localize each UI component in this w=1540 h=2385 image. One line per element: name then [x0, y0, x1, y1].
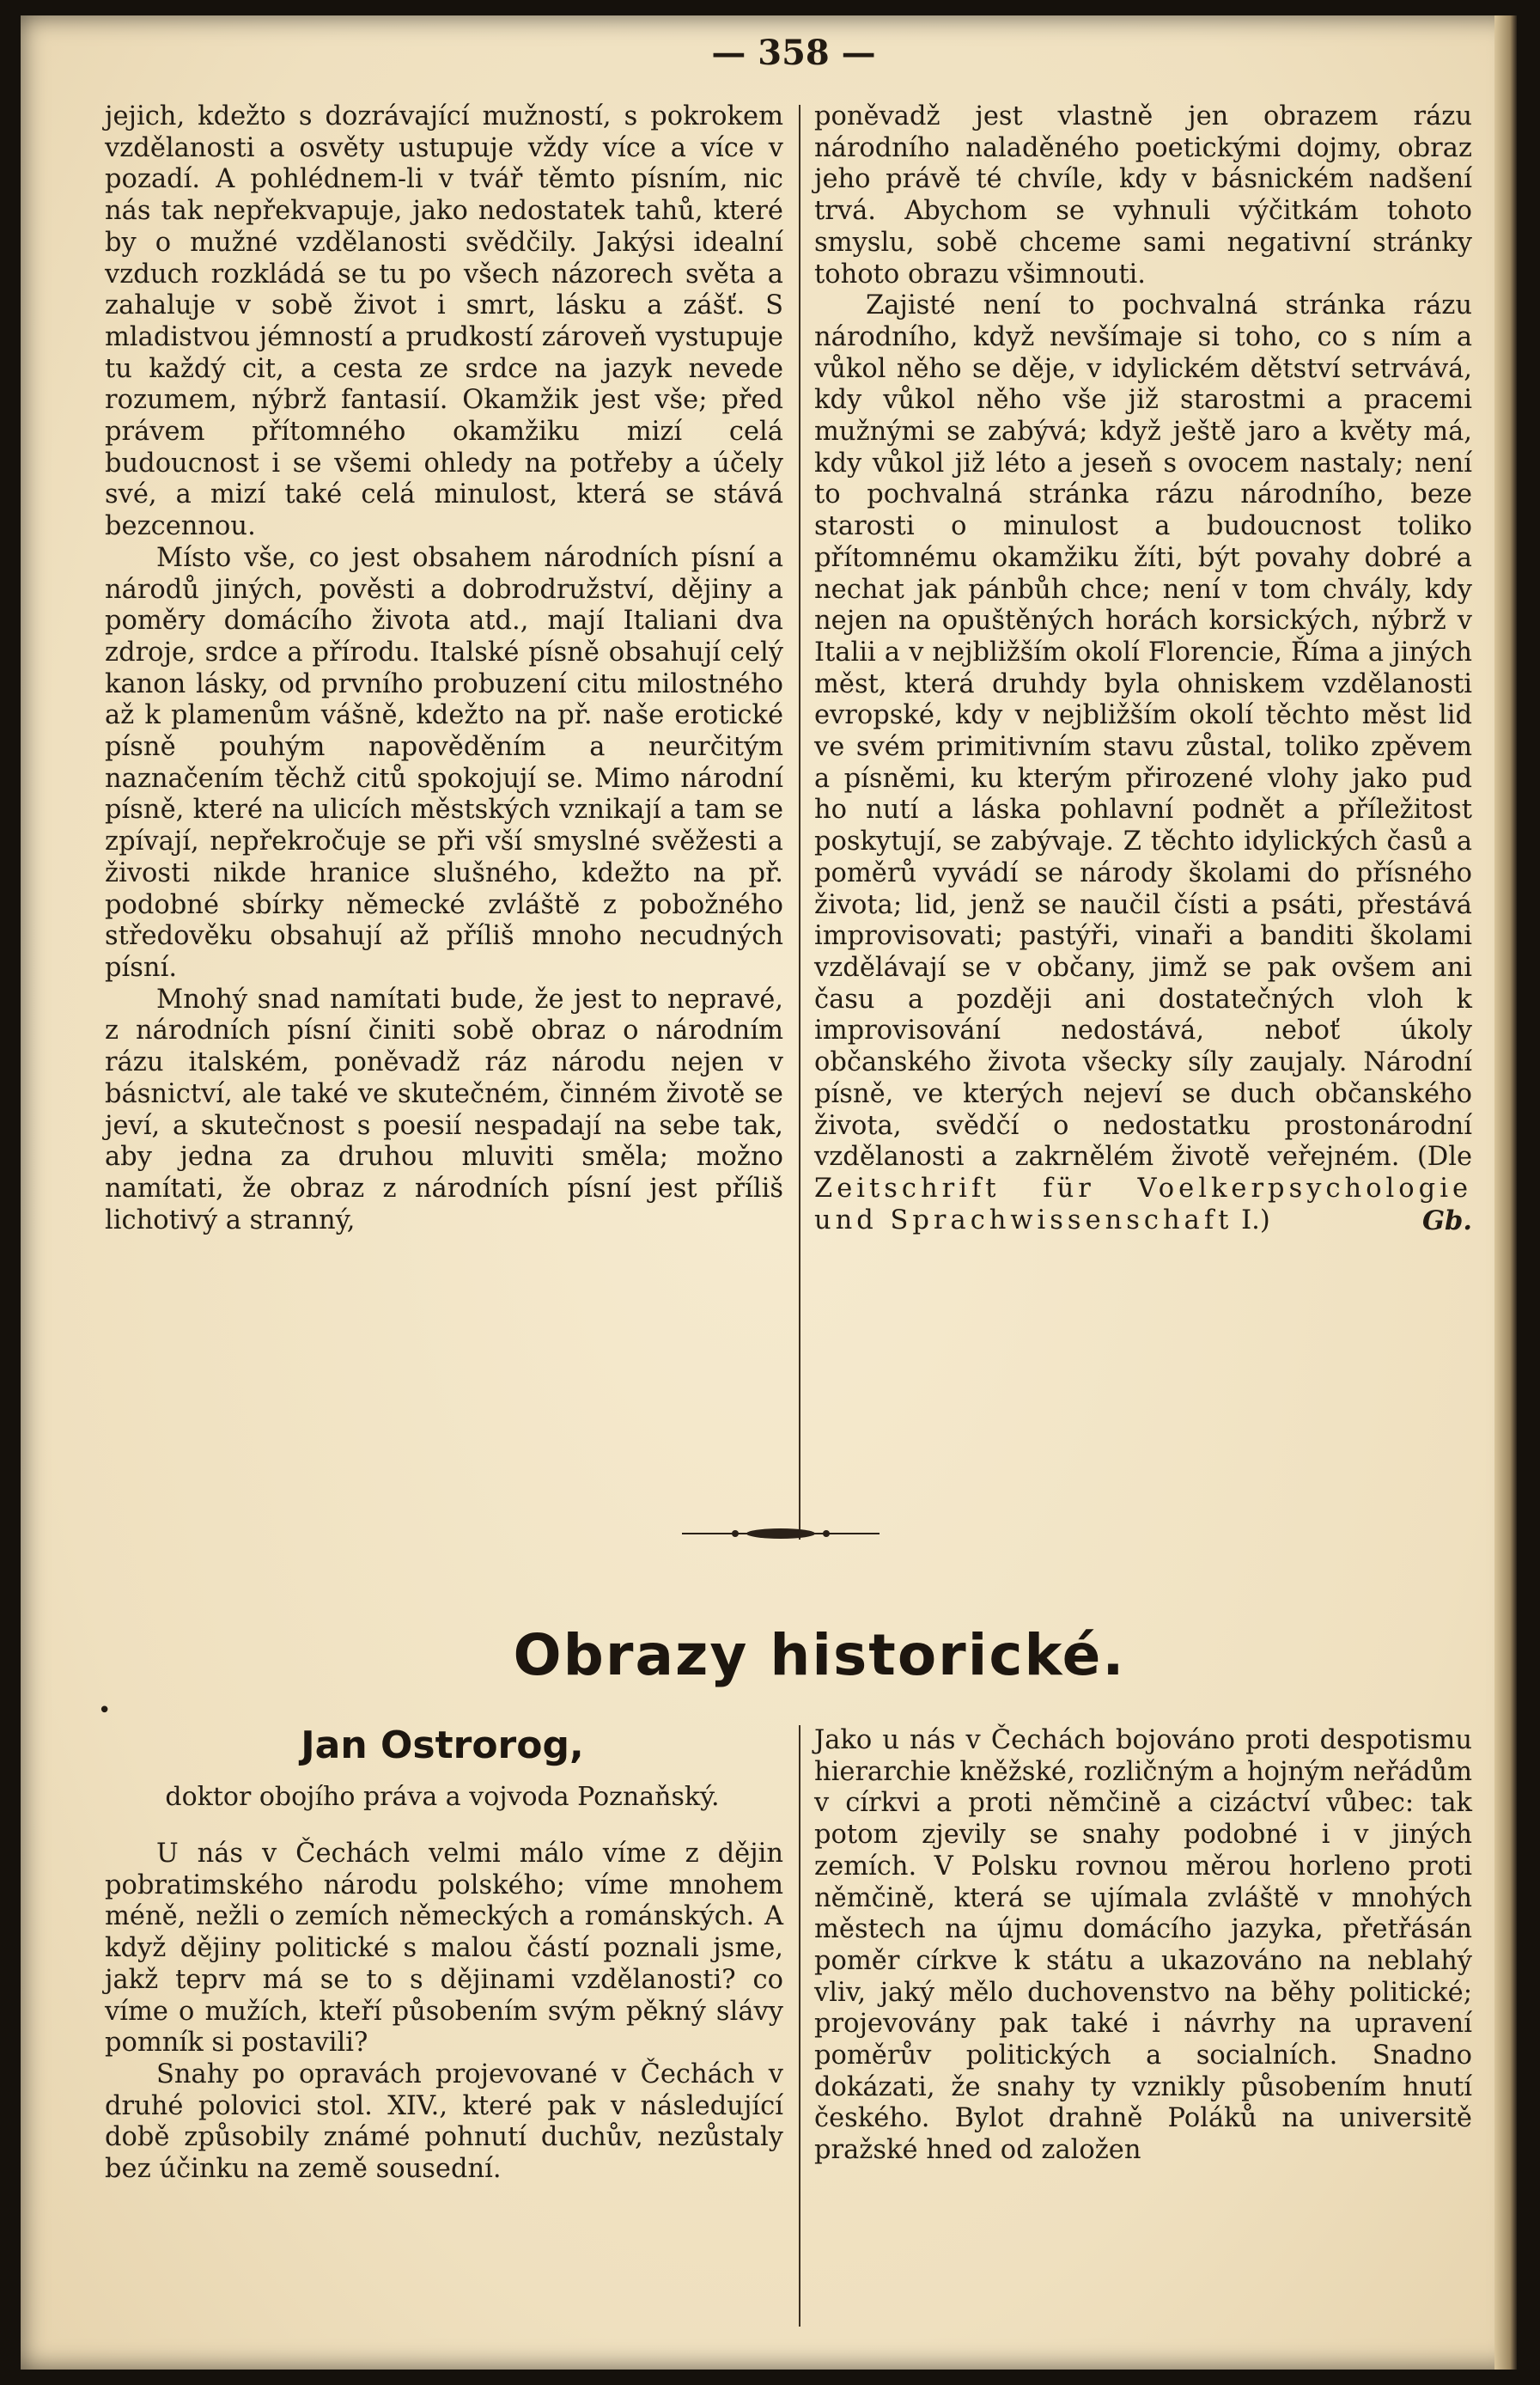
column-right-bottom [814, 1725, 1472, 2167]
source-end: I.) [1241, 1205, 1270, 1235]
paragraph [814, 290, 1472, 1236]
paragraph: Jako u nás v Čechách bojováno proti despotismu hierarchie kněžské, rozličným a hojným neřádům v církvi a proti němčině a cizáctví vůbec: tak potom zjevily se snahy podobné i v jiných zemích. V Polsku rovnou měrou horleno proti němčině, která se ujímala zvláště v mnohých městech na újmu domácího jazyka, přetřásán poměr církve k státu a ukazováno na neblahý vliv, jaký mělo duchovenstvo na běhy politické; projevovány pak také i návrhy na upravení poměrův politických a socialních. Snadno dokázati, že snahy ty vznikly působením hnutí českého. Bylot drahně Poláků na universitě pražské hned od založen [814, 1725, 1472, 2166]
column-left-top [105, 101, 783, 1236]
paragraph: Snahy po opravách projevované v Čechách v druhé polovici stol. XIV., které pak v následující době způsobily známé pohnutí duchův, nezůstaly bez účinku na země sousední. [105, 2059, 783, 2185]
paragraph: U nás v Čechách velmi málo víme z dějin pobratimského národu polského; víme mnohem méně, nežli o zemích německých a románských. A když dějiny politické s malou částí poznali jsme, jakž teprv má se to s dějinami vzdělanosti? co víme o mužích, kteří působením svým pěkný slávy pomník si postavili? [105, 1839, 783, 2059]
margin-mark: • [98, 1698, 112, 1723]
paragraph: Místo vše, co jest obsahem národních písní a národů jiných, pověsti a dobrodružství, dějiny a poměry domácího života atd., mají Italiani dva zdroje, srdce a přírodu. Italské písně obsahují celý kanon lásky, od prvního probuzení citu milostného až k plamenům vášně, kdežto na př. naše erotické písně pouhým napověděním a neurčitým naznačením těchž citů spokojují se. Mimo národní písně, které na ulicích městských vznikají a tam se zpívají, nepřekročuje se při vší smyslné svěžesti a živosti nikde hranice slušného, kdežto na př. podobné sbírky německé zvláště z pobožného středověku obsahují až příliš mnoho necudných písní. [105, 542, 783, 983]
paragraph: jejich, kdežto s dozrávající mužností, s pokrokem vzdělanosti a osvěty ustupuje vždy více a více v pozadí. A pohlédnem-li v tvář těmto písním, nic nás tak nepřekvapuje, jako nedostatek tahů, které by o mužné vzdělanosti svědčily. Jakýsi idealní vzduch rozkládá se tu po všech názorech světa a zahaluje v sobě život i smrt, lásku a zášť. S mladistvou jémností a prudkostí zároveň vystupuje tu každý cit, a cesta ze srdce na jazyk nevede rozumem, nýbrž fantasií. Okamžik jest vše; před právem přítomného okamžiku mizí celá budoucnost i se všemi ohledy na potřeby a účely své, a mizí také celá minulost, která se stává bezcennou. [105, 101, 783, 542]
column-left-bottom [105, 1839, 783, 2186]
book-spine-shadow [1494, 15, 1517, 2370]
section-heading: Obrazy historické. [513, 1622, 1126, 1688]
paragraph-text: Zajisté není to pochvalná stránka rázu národního, když nevšímaje si toho, co s ním a vůkol něho se děje, v idylickém dětství setrvává, kdy vůkol něho vše již starostmi a pracemi mužnými se zabývá; když ještě jaro a květy má, kdy vůkol již léto a jeseň s ovocem nastaly; není to pochvalná stránka rázu národního, beze starosti o minulost a budoucnost toliko přítomnému okamžiku žíti, být povahy dobré a nechat jak pánbůh chce; není v tom chvály, kdy nejen na opuštěných horách korsických, nýbrž v Italii a v nejbližším okolí Florencie, Říma a jiných měst, která druhdy byla ohniskem vzdělanosti evropské, kdy v nejbližším okolí těchto měst lid ve svém primitivním stavu zůstal, toliko zpěvem a písněmi, ku kterým přirozené vlohy jako pud ho nutí a láska pohlavní podnět a příležitost poskytují, se zabývaje. Z těchto idylických časů a poměrů vyvádí se národy školami do přísného života; lid, jenž se naučil čísti a psáti, přestává improvisovati; pastýři, vinaři a banditi školami vzdělávají se v občany, jimž se pak ovšem ani času a později ani dostatečných vloh k improvisování nedostává, neboť úkoly občanského života všecky síly zaujaly. Národní písně, ve kterých nejeví se duch občanského života, svědčí o nedostatku prostonárodní vzdělanosti a zakrnělém životě veřejném. (Dle [814, 290, 1472, 1173]
column-divider-bottom [799, 1725, 800, 2327]
author-signature: Gb. [1422, 1205, 1472, 1236]
column-divider-top [799, 105, 800, 1540]
source-title: Zeitschrift für Voelkerpsychologie und Sprachwissenschaft [814, 1173, 1472, 1235]
column-right-top [814, 101, 1472, 1236]
book-page [21, 15, 1517, 2370]
paragraph: Mnohý snad namítati bude, že jest to nepravé, z národních písní činiti sobě obraz o národním rázu italském, poněvadž ráz národu nejen v básnictví, ale také ve skutečném, činném životě se jeví, a skutečnost s poesií nespadají na sebe tak, aby jedna za druhou mluviti směla; možno namítati, že obraz z národních písní jest příliš lichotivý a stranný, [105, 984, 783, 1235]
page-number: — 358 — [711, 33, 876, 73]
article-title: Jan Ostrorog, [301, 1723, 584, 1767]
article-subtitle: doktor obojího práva a vojvoda Poznaňský. [165, 1782, 720, 1812]
ornament-divider [682, 1521, 880, 1546]
paragraph: poněvadž jest vlastně jen obrazem rázu národního naladěného poetickými dojmy, obraz jeho právě té chvíle, kdy v básnickém nadšení trvá. Abychom se vyhnuli výčitkám tohoto smyslu, sobě chceme sami negativní stránky tohoto obrazu všimnouti. [814, 101, 1472, 290]
